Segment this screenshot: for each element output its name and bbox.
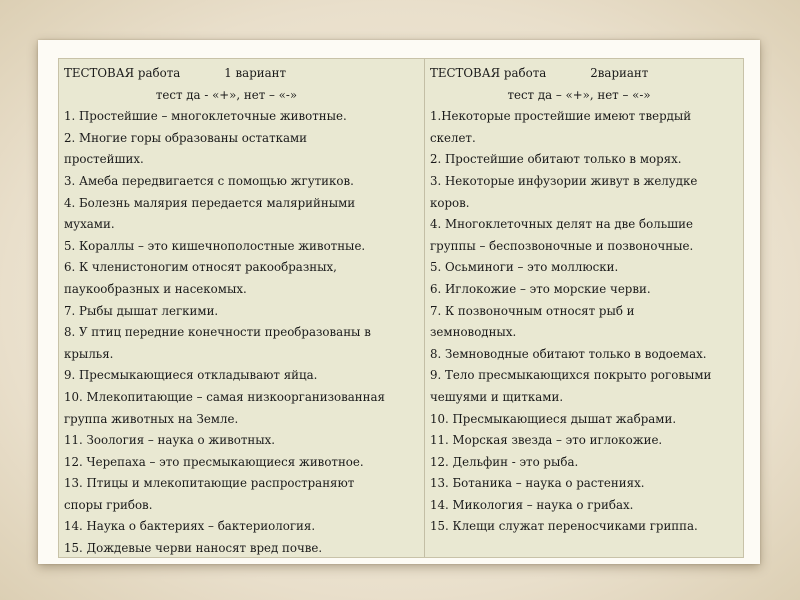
variant-2-column [425, 59, 743, 557]
question-line: чешуями и щитками. [430, 389, 564, 404]
variant-2-rules: тест да – «+», нет – «-» [507, 87, 651, 102]
question-line: 15. Дождевые черви наносят вред почве. [64, 541, 323, 556]
question-line: 4. Болезнь малярия передается малярийными [64, 195, 356, 210]
question-line: 1. Простейшие – многоклеточные животные. [64, 109, 347, 124]
question-line: 12. Дельфин - это рыба. [430, 454, 579, 469]
question-line: 7. Рыбы дышат легкими. [64, 303, 219, 318]
question-line: споры грибов. [64, 497, 153, 512]
question-line: 8. Земноводные обитают только в водоемах. [430, 346, 707, 361]
variant-1-label: 1 вариант [224, 66, 287, 80]
question-line: 3. Амеба передвигается с помощью жгутиков. [64, 173, 354, 188]
question-line: земноводных. [430, 325, 517, 340]
question-line: 2. Многие горы образованы остатками [64, 130, 308, 145]
question-line: 2. Простейшие обитают только в морях. [430, 152, 682, 167]
question-line: 3. Некоторые инфузории живут в желудке [430, 173, 698, 188]
question-line: 13. Ботаника – наука о растениях. [430, 476, 645, 491]
question-line: крылья. [64, 346, 114, 361]
question-line: 14. Наука о бактериях – бактериология. [64, 519, 316, 534]
question-line: простейших. [64, 152, 144, 167]
variant-1-title: ТЕСТОВАЯ работа [64, 66, 181, 80]
question-line: 10. Пресмыкающиеся дышат жабрами. [430, 411, 677, 426]
question-line: мухами. [64, 217, 115, 232]
question-line: 9. Пресмыкающиеся откладывают яйца. [64, 368, 318, 383]
question-line: группа животных на Земле. [64, 411, 239, 426]
question-line: 12. Черепаха – это пресмыкающиеся животное. [64, 454, 364, 469]
variant-1-rules: тест да - «+», нет – «-» [155, 87, 298, 102]
question-line: 9. Тело пресмыкающихся покрыто роговыми [430, 368, 712, 383]
variant-1-column [59, 59, 425, 557]
question-line: 7. К позвоночным относят рыб и [430, 303, 635, 318]
variant-2-questions [430, 106, 738, 538]
variant-1-header [64, 63, 419, 85]
question-line: 11. Морская звезда – это иглокожие. [430, 433, 663, 448]
question-line: 15. Клещи служат переносчиками гриппа. [430, 519, 698, 534]
question-line: 14. Микология – наука о грибах. [430, 497, 634, 512]
variant-2-title: ТЕСТОВАЯ работа [430, 66, 547, 80]
question-line: паукообразных и насекомых. [64, 281, 247, 296]
question-line: 4. Многоклеточных делят на две большие [430, 217, 693, 232]
question-line: группы – беспозвоночные и позвоночные. [430, 238, 694, 253]
variant-2-header [430, 63, 738, 85]
question-line: 5. Осьминоги – это моллюски. [430, 260, 619, 275]
variant-1-questions [64, 106, 419, 559]
question-line: 8. У птиц передние конечности преобразованы в [64, 325, 371, 340]
question-line: 6. К членистоногим относят ракообразных, [64, 260, 337, 275]
variant-2-label: 2вариант [590, 66, 649, 80]
test-table [58, 58, 744, 558]
question-line: 10. Млекопитающие – самая низкоорганизованная [64, 389, 385, 404]
question-line: 1.Некоторые простейшие имеют твердый [430, 109, 692, 124]
question-line: коров. [430, 195, 470, 210]
question-line: 6. Иглокожие – это морские черви. [430, 281, 651, 296]
question-line: 5. Кораллы – это кишечнополостные животные. [64, 238, 366, 253]
question-line: скелет. [430, 130, 476, 145]
question-line: 11. Зоология – наука о животных. [64, 433, 276, 448]
question-line: 13. Птицы и млекопитающие распространяют [64, 476, 355, 491]
